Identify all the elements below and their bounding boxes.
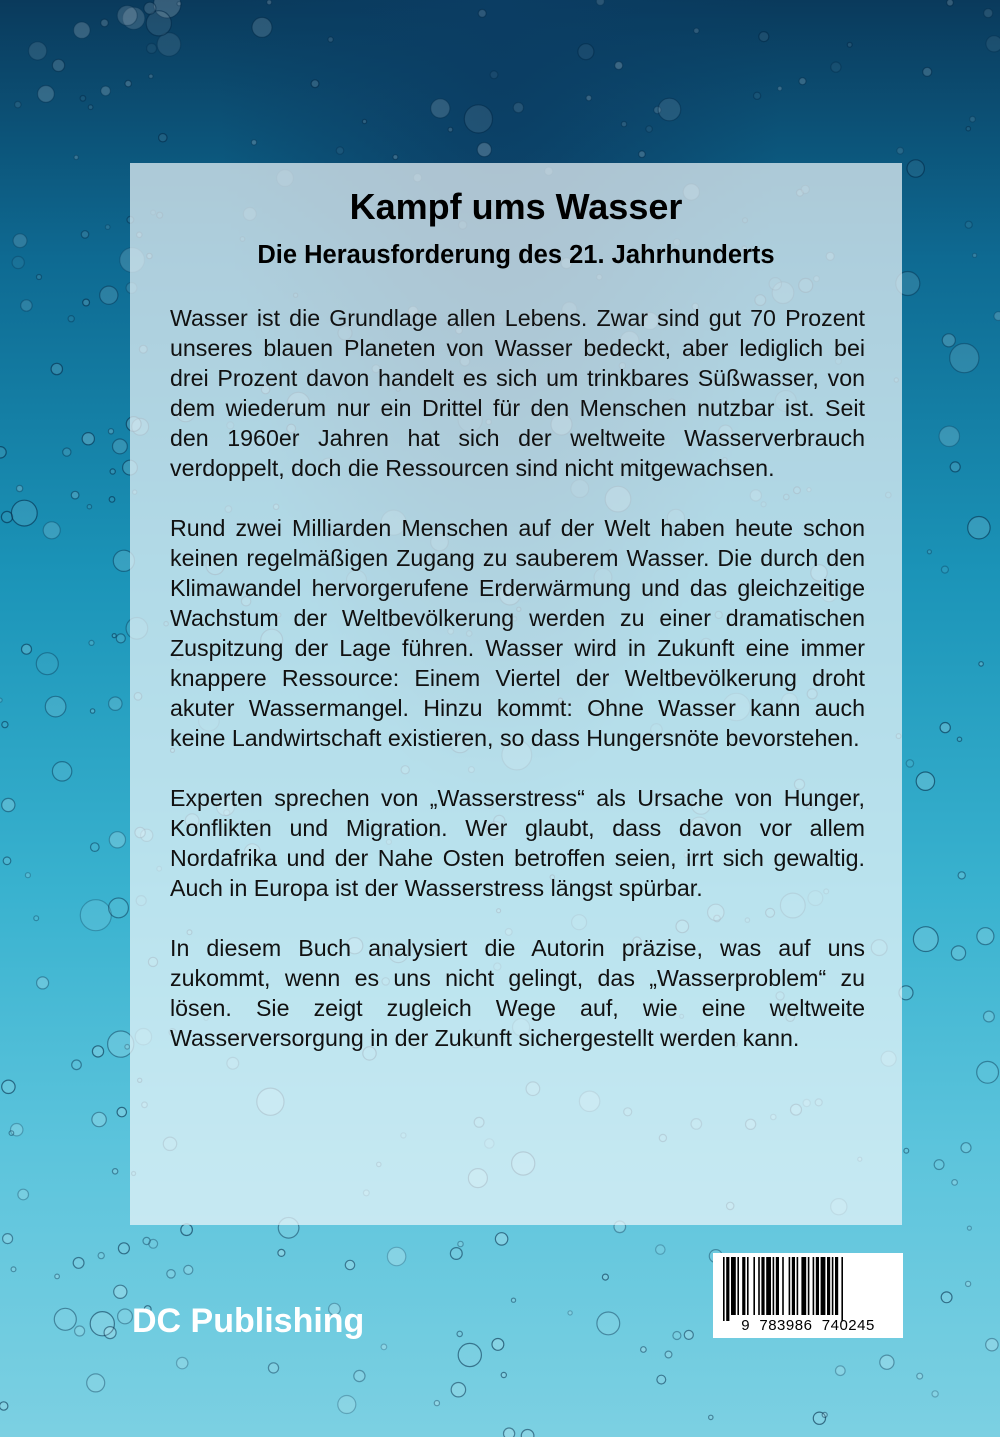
barcode-bar (758, 1257, 760, 1315)
bubble (184, 1265, 193, 1274)
bubble (957, 737, 961, 741)
bubble (88, 105, 93, 110)
bubble (89, 640, 94, 645)
bubble (615, 62, 623, 70)
bubble (939, 426, 959, 446)
bubble (34, 916, 39, 921)
bubble (110, 469, 115, 474)
bubble (144, 2, 156, 14)
bubble (458, 1241, 463, 1246)
bubble (836, 1366, 846, 1376)
bubble (125, 80, 131, 86)
book-subtitle: Die Herausforderung des 21. Jahrhunderts (257, 241, 775, 269)
bubble (113, 439, 128, 454)
bubble (2, 798, 15, 811)
bubble (639, 151, 646, 158)
bubble (387, 1247, 405, 1265)
bubble (961, 1143, 971, 1153)
bubble (98, 1253, 104, 1259)
bubble (656, 1245, 665, 1254)
bubble (362, 119, 366, 123)
barcode-bar (737, 1257, 739, 1315)
bubble (665, 1351, 672, 1358)
bubble (43, 522, 60, 539)
bubble (101, 19, 109, 27)
bubble (450, 1248, 462, 1260)
bubble (621, 122, 626, 127)
barcode-bar (816, 1257, 819, 1315)
bubble (958, 872, 965, 879)
bubble (967, 1226, 971, 1230)
bubble (778, 86, 782, 90)
bubble (478, 9, 486, 17)
bubble (118, 1243, 129, 1254)
bubble (495, 1233, 507, 1245)
bubble (941, 1292, 952, 1303)
blurb-paragraph: In diesem Buch analysiert die Autorin präzise, was auf uns zukommt, wenn es uns nicht gelingt, das „Wasserproblem“ zu lösen. Sie zeigt zugleich Wege auf, wie eine weltweite Wasserversorgung in der Zukunft sichergestellt werden kann. (170, 935, 865, 1051)
bubble (117, 6, 137, 26)
bubble (177, 1357, 188, 1368)
bubble (251, 140, 256, 145)
bubble (80, 96, 86, 102)
bubble (754, 92, 761, 99)
blurb-paragraph: Wasser ist die Grundlage allen Lebens. Zwar sind gut 70 Prozent unseres blauen Planeten von Wasser bedeckt, aber lediglich bei drei Prozent davon handelt es sich um trinkbares Süßwasser, von dem wiederum nur ein Drittel für den Menschen nutzbar ist. Seit den 1960er Jahren hat sich der weltweite Wasserverbrauch verdoppelt, doch die Ressourcen sind nicht mitgewachsen. (170, 305, 865, 481)
barcode-bar (801, 1257, 806, 1315)
barcode-bar (827, 1257, 830, 1315)
bubble (966, 1281, 971, 1286)
bubble (2, 1080, 15, 1093)
bubble (11, 500, 37, 526)
bubble (12, 256, 24, 268)
bubble (17, 485, 23, 491)
blurb-text (170, 303, 865, 1083)
bubble (521, 1430, 534, 1437)
bubble (511, 1298, 515, 1302)
bubble (87, 1374, 105, 1392)
bubble (100, 286, 118, 304)
bubble (71, 491, 79, 499)
bubble (0, 1402, 8, 1410)
bubble (994, 312, 1000, 321)
bubble (143, 1237, 150, 1244)
bubble (104, 1327, 116, 1339)
bubble (13, 234, 27, 248)
isbn-number: 9 783986 740245 (741, 1317, 875, 1334)
barcode-bar (841, 1257, 843, 1321)
barcode-bar (766, 1257, 771, 1315)
bubble (927, 550, 931, 554)
barcode-bar (753, 1257, 755, 1315)
barcode-bar (773, 1257, 775, 1315)
bubble (923, 67, 932, 76)
bubble (54, 1308, 76, 1330)
bubble (9, 1131, 14, 1136)
bubble (311, 80, 319, 88)
barcode-bar (832, 1257, 834, 1315)
bubble (941, 566, 948, 573)
book-title: Kampf ums Wasser (349, 186, 683, 227)
bubble (970, 116, 976, 122)
bubble (381, 1344, 387, 1350)
blurb-paragraph: Rund zwei Milliarden Menschen auf der Welt haben heute schon keinen regelmäßigen Zugang zu sauberem Wasser. Die durch den Klimawandel hervorgerufene Erderwärmung und das gleichzeitige Wachstum der Weltbevölkerung werden zu einer dramatischen Zuspitzung der Lage führen. Wasser wird in Zukunft eine immer knappere Ressource: Einem Viertel der Weltbevölkerung droht akuter Wassermangel. Hinzu kommt: Ohne Wasser kann auch keine Landwirtschaft existieren, so dass Hungersnöte bevorstehen. (170, 515, 865, 751)
barcode-bar (813, 1257, 815, 1315)
bubble (684, 1330, 693, 1339)
bubble (947, 0, 954, 6)
bubble (393, 155, 398, 160)
bubble (252, 17, 272, 37)
barcode-bar (821, 1257, 826, 1315)
bubble (149, 74, 153, 78)
bubble (916, 772, 934, 790)
bubble (167, 1270, 175, 1278)
bubble (847, 42, 852, 47)
bubble (72, 1060, 82, 1070)
bubble (68, 316, 74, 322)
bubble (105, 225, 110, 230)
blurb-paragraph: Experten sprechen von „Wasserstress“ als Ursache von Hunger, Konflikten und Migration. Wer glaubt, dass davon vor allem Nordafrika und der Nahe Osten betroffen seien, irrt sich gewaltig. Auch in Europa ist der Wasserstress längst spürbar. (170, 785, 865, 901)
isbn-barcode (713, 1253, 903, 1338)
bubble (109, 697, 122, 710)
bubble (3, 857, 11, 865)
bubble (658, 98, 681, 121)
bubble (267, 0, 272, 5)
bubble (490, 71, 498, 79)
bubble (578, 44, 594, 60)
bubble (597, 1312, 620, 1335)
bubble (831, 62, 841, 72)
bubble (21, 300, 32, 311)
bubble (37, 977, 49, 989)
bubble (75, 1326, 85, 1336)
bubble (112, 634, 116, 638)
barcode-bar (782, 1257, 784, 1315)
bubble (673, 1332, 681, 1340)
barcode-bar (792, 1257, 795, 1315)
bubble (74, 22, 90, 38)
bubble (92, 1112, 106, 1126)
bubble (101, 86, 111, 96)
bubble (52, 762, 71, 781)
bubble (799, 78, 806, 85)
bubble (951, 946, 965, 960)
bubble (51, 363, 62, 374)
bubble (177, 2, 181, 6)
bubble (694, 28, 699, 33)
bubble (38, 86, 55, 103)
bubble (940, 723, 950, 733)
bubble (641, 1347, 647, 1353)
bubble (15, 101, 21, 107)
bubble (109, 832, 125, 848)
bubble (90, 709, 94, 713)
bubble (328, 37, 333, 42)
barcode-bar (747, 1257, 749, 1315)
bubble (759, 32, 769, 42)
bubble (109, 497, 115, 503)
bubble (906, 760, 913, 767)
bubble (513, 103, 523, 113)
bubble (336, 147, 343, 154)
bubble (880, 1355, 894, 1369)
bubble (984, 1011, 995, 1022)
bubble (973, 253, 977, 257)
barcode-bar (723, 1257, 725, 1321)
bubble (278, 1249, 285, 1256)
bubble (457, 1331, 462, 1336)
bubble (907, 160, 924, 177)
bubble (91, 843, 100, 852)
bubble (2, 722, 8, 728)
bubble (45, 696, 66, 717)
bubble (28, 42, 46, 60)
bubble (917, 1373, 923, 1379)
bubble (709, 1415, 713, 1419)
bubble (338, 1396, 356, 1414)
barcode-bar (761, 1257, 764, 1315)
barcode-bar (726, 1257, 729, 1321)
bubble (986, 36, 1000, 52)
bubble (568, 1311, 572, 1315)
bubble (63, 448, 71, 456)
bubble (822, 1412, 827, 1417)
bubble (448, 127, 453, 132)
bubble (18, 1189, 29, 1200)
bubble (81, 231, 88, 238)
bubble (952, 1180, 958, 1186)
publisher-name: DC Publishing (132, 1302, 365, 1340)
bubble (434, 1401, 439, 1406)
bubble (458, 1343, 481, 1366)
bubble (504, 1428, 515, 1437)
bubble (492, 1339, 504, 1351)
bubble (932, 1391, 938, 1397)
bubble (118, 1309, 133, 1324)
bubble (181, 1224, 193, 1236)
bubble (431, 99, 450, 118)
bubble (52, 59, 64, 71)
bubble (117, 1107, 126, 1116)
bubble (11, 1267, 16, 1272)
bubble (596, 0, 604, 5)
bubble (92, 1046, 103, 1057)
bubble (37, 275, 42, 280)
bubble (25, 873, 30, 878)
bubble (950, 462, 960, 472)
bubble (977, 1061, 999, 1083)
barcode-bar (797, 1257, 799, 1315)
bubble (114, 1285, 127, 1298)
bubble (108, 429, 113, 434)
bubble (986, 1339, 998, 1351)
bubble (602, 1274, 608, 1280)
bubble (501, 1372, 506, 1377)
bubble (112, 1169, 117, 1174)
bubble (979, 662, 983, 666)
bubble (942, 334, 955, 347)
bubble (354, 1370, 365, 1381)
bubble (345, 1260, 354, 1269)
bubble (268, 1363, 278, 1373)
bubble (0, 698, 2, 702)
bubble (657, 1375, 666, 1384)
bubble (586, 95, 591, 100)
bubble (464, 105, 492, 133)
bubble (87, 505, 91, 509)
bubble (36, 653, 58, 675)
bubble (965, 221, 972, 228)
bubble (116, 634, 125, 643)
bubble (80, 900, 111, 931)
bubble (74, 155, 78, 159)
bubble (477, 143, 491, 157)
bubble (977, 928, 994, 945)
bubble (55, 1274, 60, 1279)
bubble (0, 447, 6, 458)
bubble (897, 147, 904, 154)
bubble (968, 517, 990, 539)
bubble (451, 1383, 465, 1397)
barcode-bar (808, 1257, 810, 1315)
bubble (966, 127, 970, 131)
bubble (934, 1160, 944, 1170)
bubble (73, 1258, 84, 1269)
bubble (82, 433, 94, 445)
barcode-bar (789, 1257, 791, 1315)
barcode-bar (742, 1257, 745, 1315)
bubble (646, 126, 652, 132)
bubble (159, 134, 167, 142)
bubble (984, 9, 993, 18)
bubble (904, 1148, 909, 1153)
barcode-bar (776, 1257, 779, 1315)
bubble (950, 344, 979, 373)
bubble (109, 898, 129, 918)
barcode-bar (731, 1257, 736, 1315)
bubble (913, 927, 938, 952)
bubble (83, 299, 90, 306)
bubble (22, 644, 32, 654)
bubble (3, 1234, 13, 1244)
barcode-bar (835, 1257, 838, 1315)
bubble (147, 43, 157, 53)
